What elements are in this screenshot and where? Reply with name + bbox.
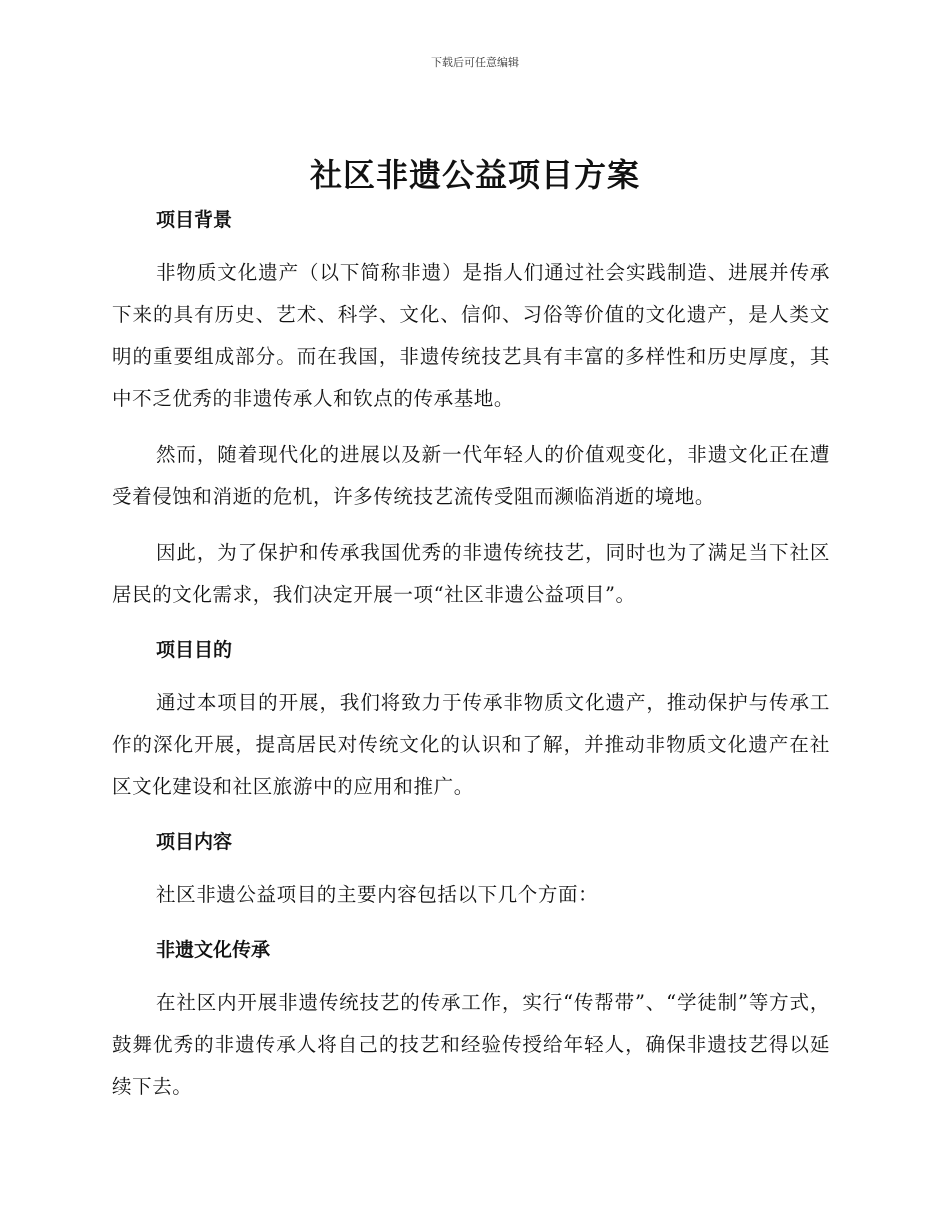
section-heading-inheritance: 非遗文化传承 [156, 939, 271, 961]
purpose-paragraph-1: 通过本项目的开展，我们将致力于传承非物质文化遗产，推动保护与传承工作的深化开展，提高居民对传统文化的认识和了解，并推动非物质文化遗产在社区文化建设和社区旅游中的应用和推广。 [112, 691, 830, 798]
header-note: 下载后可任意编辑 [431, 56, 519, 69]
inheritance-paragraph-1: 在社区内开展非遗传统技艺的传承工作，实行“传帮带”、“学徒制”等方式，鼓舞优秀的非遗传承人将自己的技艺和经验传授给年轻人，确保非遗技艺得以延续下去。 [112, 991, 830, 1098]
document-body [112, 200, 830, 1108]
section-heading-purpose: 项目目的 [156, 639, 233, 661]
page-title: 社区非遗公益项目方案 [309, 156, 640, 194]
background-paragraph-3: 因此，为了保护和传承我国优秀的非遗传统技艺，同时也为了满足当下社区居民的文化需求，我们决定开展一项“社区非遗公益项目”。 [112, 541, 830, 606]
section-heading-background: 项目背景 [156, 209, 233, 231]
background-paragraph-2: 然而，随着现代化的进展以及新一代年轻人的价值观变化，非遗文化正在遭受着侵蚀和消逝的危机，许多传统技艺流传受阻而濒临消逝的境地。 [112, 443, 830, 508]
section-heading-content: 项目内容 [156, 831, 233, 853]
content-paragraph-1: 社区非遗公益项目的主要内容包括以下几个方面： [156, 883, 599, 906]
background-paragraph-1: 非物质文化遗产（以下简称非遗）是指人们通过社会实践制造、进展并传承下来的具有历史、艺术、科学、文化、信仰、习俗等价值的文化遗产，是人类文明的重要组成部分。而在我国，非遗传统技艺具有丰富的多样性和历史厚度，其中不乏优秀的非遗传承人和钦点的传承基地。 [112, 261, 830, 410]
